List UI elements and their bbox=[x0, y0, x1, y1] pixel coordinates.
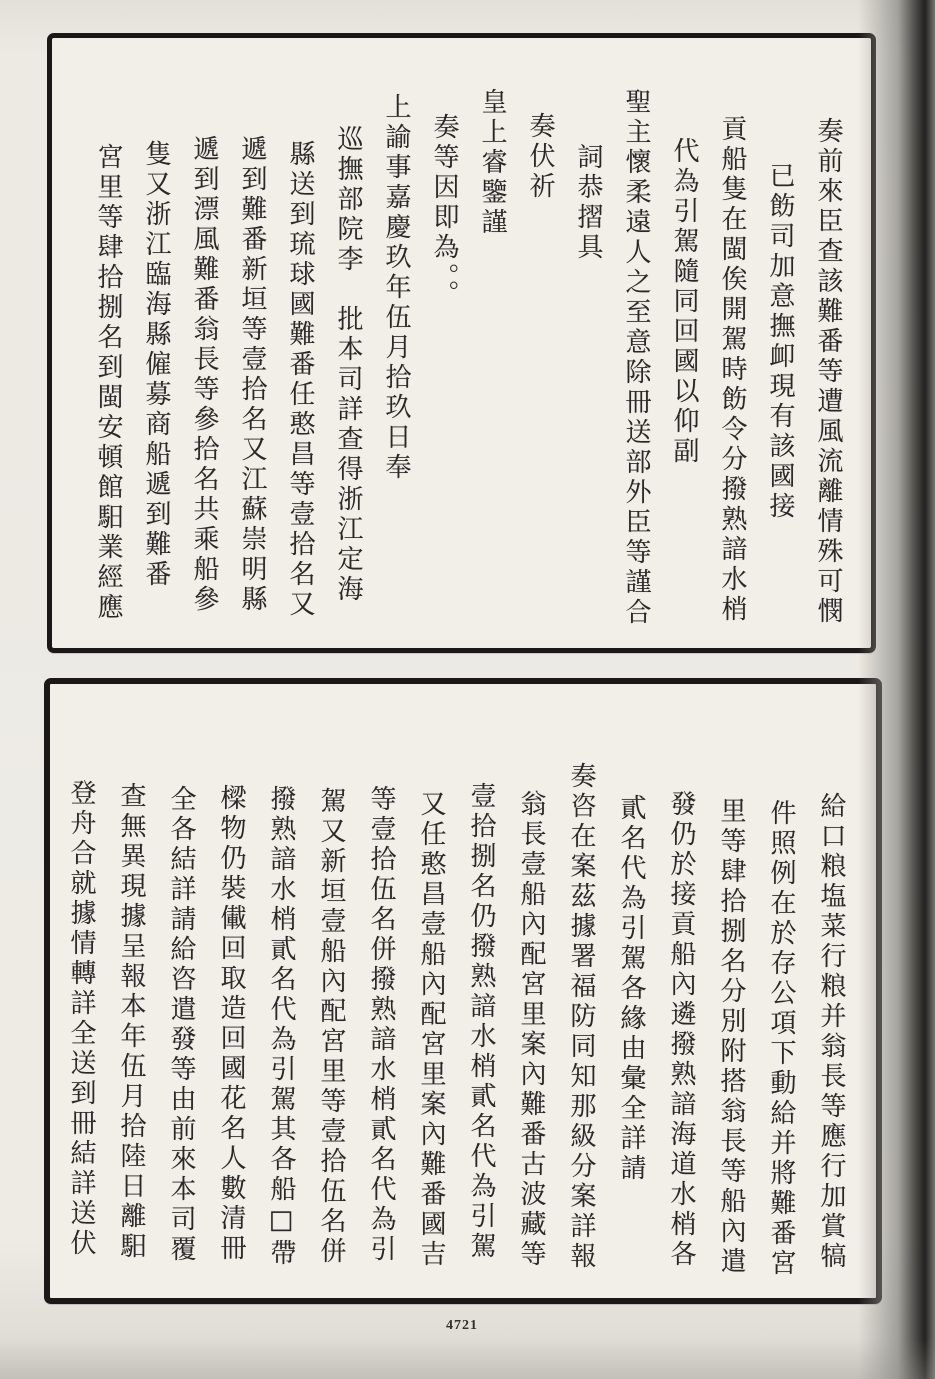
page-bottom-shadow bbox=[0, 1339, 935, 1379]
manuscript-column: 聖主懷柔遠人之至意除冊送部外臣等謹合 bbox=[621, 88, 651, 628]
manuscript-column: 全各結詳請給咨遣發等由前來本司覆 bbox=[166, 785, 196, 1265]
manuscript-column: 撥熟諳水梢貳名代為引駕其各船□帶 bbox=[266, 785, 296, 1269]
manuscript-column: 貢船隻在閩俟開駕時飭令分撥熟諳水梢 bbox=[717, 115, 747, 625]
manuscript-column: 代為引駕隨同回國以仰副 bbox=[669, 137, 699, 467]
manuscript-column: 巡撫部院李 批本司詳查得浙江定海 bbox=[333, 125, 363, 605]
manuscript-column: 遞到漂風難番翁長等參拾名共乘船參 bbox=[189, 135, 219, 615]
manuscript-column: 駕又新垣壹船內配宮里等壹拾伍名併 bbox=[316, 787, 346, 1267]
manuscript-column: 奏等因即為。。 bbox=[429, 113, 459, 310]
manuscript-column: 奏伏祈 bbox=[525, 112, 555, 202]
manuscript-column: 上諭事嘉慶玖年伍月拾玖日奉 bbox=[381, 93, 411, 483]
top-panel bbox=[47, 33, 876, 653]
manuscript-column: 奏前來臣查該難番等遭風流離情殊可憫 bbox=[813, 117, 843, 627]
manuscript-column: 已飭司加意撫卹現有該國接 bbox=[765, 162, 795, 522]
manuscript-column: 給口粮塩菜行粮并翁長等應行加賞犒 bbox=[816, 792, 846, 1272]
manuscript-column: 里等肆拾捌名分別附搭翁長等船內遣 bbox=[716, 797, 746, 1277]
manuscript-column: 發仍於接貢船內遴撥熟諳海道水梢各 bbox=[666, 790, 696, 1270]
manuscript-column: 壹拾捌名仍撥熟諳水梢貳名代為引駕 bbox=[466, 782, 496, 1262]
manuscript-column: 查無異現據呈報本年伍月拾陸日離馹 bbox=[116, 782, 146, 1262]
manuscript-column: 詞恭摺具 bbox=[573, 143, 603, 263]
manuscript-column: 隻又浙江臨海縣僱募商船遞到難番 bbox=[141, 140, 171, 590]
manuscript-column: 皇上睿鑒謹 bbox=[477, 88, 507, 238]
manuscript-column: 等壹拾伍名併撥熟諳水梢貳名代為引 bbox=[366, 785, 396, 1265]
manuscript-column: 宮里等肆拾捌名到閩安頓館馹業經應 bbox=[93, 143, 123, 623]
manuscript-column: 奏咨在案茲據署福防同知那級分案詳報 bbox=[566, 762, 596, 1272]
manuscript-column: 貳名代為引駕各緣由彙全詳請 bbox=[616, 794, 646, 1184]
page-number: 4721 bbox=[446, 1318, 478, 1333]
manuscript-column: 又任憨昌壹船內配宮里案內難番國吉 bbox=[416, 790, 446, 1270]
manuscript-column: 登舟合就據情轉詳全送到冊結詳送伏 bbox=[66, 779, 96, 1259]
manuscript-column: 縣送到琉球國難番任憨昌等壹拾名又 bbox=[285, 140, 315, 620]
manuscript-column: 件照例在於存公項下動給并將難番宮 bbox=[766, 799, 796, 1279]
manuscript-column: 樑物仍裝儎回取造回國花名人數清冊 bbox=[216, 784, 246, 1264]
bottom-panel bbox=[44, 678, 882, 1304]
manuscript-column: 遞到難番新垣等壹拾名又江蘇崇明縣 bbox=[237, 135, 267, 615]
manuscript-column: 翁長壹船內配宮里案內難番古波藏等 bbox=[516, 790, 546, 1270]
